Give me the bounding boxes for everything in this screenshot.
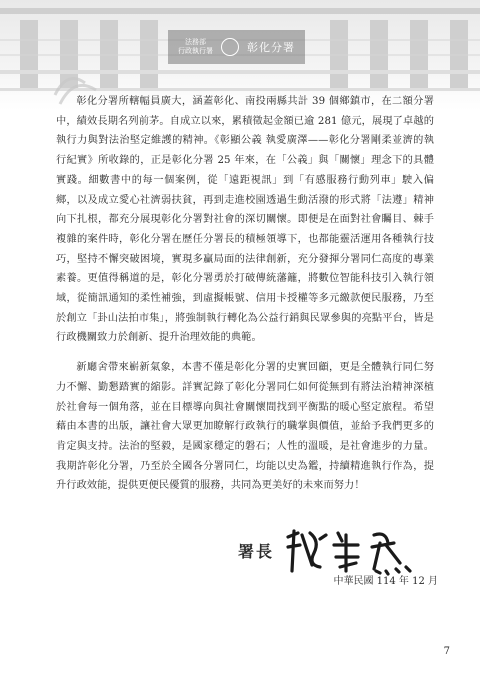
sign-line-1: 法務部 [185, 38, 206, 46]
agency-sign [168, 30, 305, 64]
signature-title: 署長 [238, 541, 275, 561]
publication-date: 中華民國 114 年 12 月 [333, 576, 438, 587]
sign-line-2: 行政執行署 [178, 47, 213, 55]
sign-branch-name: 彰化分署 [247, 41, 295, 54]
paragraph-1: 彰化分署所轄幅員廣大，涵蓋彰化、南投兩縣共計 39 個鄉鎮市，在二額分署中，績效長期名列前茅。自成立以來，累積徵起金額已逾 281 億元，展現了卓越的執行力與對法治堅定維護的精神。《彰顯公義 執愛廣澤——彰化分署剛柔並濟的執行紀實》所收錄的，正是彰化分署 25 年來，在「公義」與「關懷」理念下的具體實踐。細數書中的每一個案例，從「遠距視訊」到「有感服務行動列車」駛入偏鄉，以及成立愛心社濟弱扶貧，再到走進校園透過生動活潑的形式將「法遵」精神向下扎根，都充分展現彰化分署對社會的深切關懷。即便是在面對社會矚目、棘手複雜的案件時，彰化分署在歷任分署長的積極領導下，也都能靈活運用各種執行技巧，堅持不懈突破困境，實現多贏局面的法律創新，充分發揮分署同仁高度的專業素養。更值得稱道的是，彰化分署勇於打破傳統藩籬，將數位智能科技引入執行領域，從簡訊通知的柔性補強，到虛擬帳號、信用卡授權等多元繳款便民服務，乃至於創立「卦山法拍市集」，將強制執行轉化為公益行銷與民眾參與的亮點平台，皆是行政機關致力於創新、提升治理效能的典範。 [56, 96, 434, 344]
signature-block [238, 520, 448, 580]
paragraph-2: 新廳舍帶來嶄新氣象，本書不僅是彰化分署的史實回顧，更是全體執行同仁努力不懈、勤懇踏實的縮影。詳實記錄了彰化分署同仁如何從無到有將法治精神深植於社會每一個角落，並在目標導向與社會關懷間找到平衡點的暖心堅定旅程。希望藉由本書的出版，讓社會大眾更加瞭解行政執行的職掌與價值，並給予我們更多的肯定與支持。法治的堅毅，是國家穩定的磐石；人性的溫暖，是社會進步的力量。我期許彰化分署，乃至於全國各分署同仁，均能以史為鑑，持續精進執行作為，提升行政效能，提供更便民優質的服務，共同為更美好的未來而努力！ [56, 362, 434, 492]
agency-emblem-icon [221, 38, 239, 56]
handwritten-signature [280, 523, 430, 577]
sign-ministry-text [178, 38, 213, 56]
preface-body [56, 92, 434, 496]
page-number: 7 [443, 646, 450, 657]
